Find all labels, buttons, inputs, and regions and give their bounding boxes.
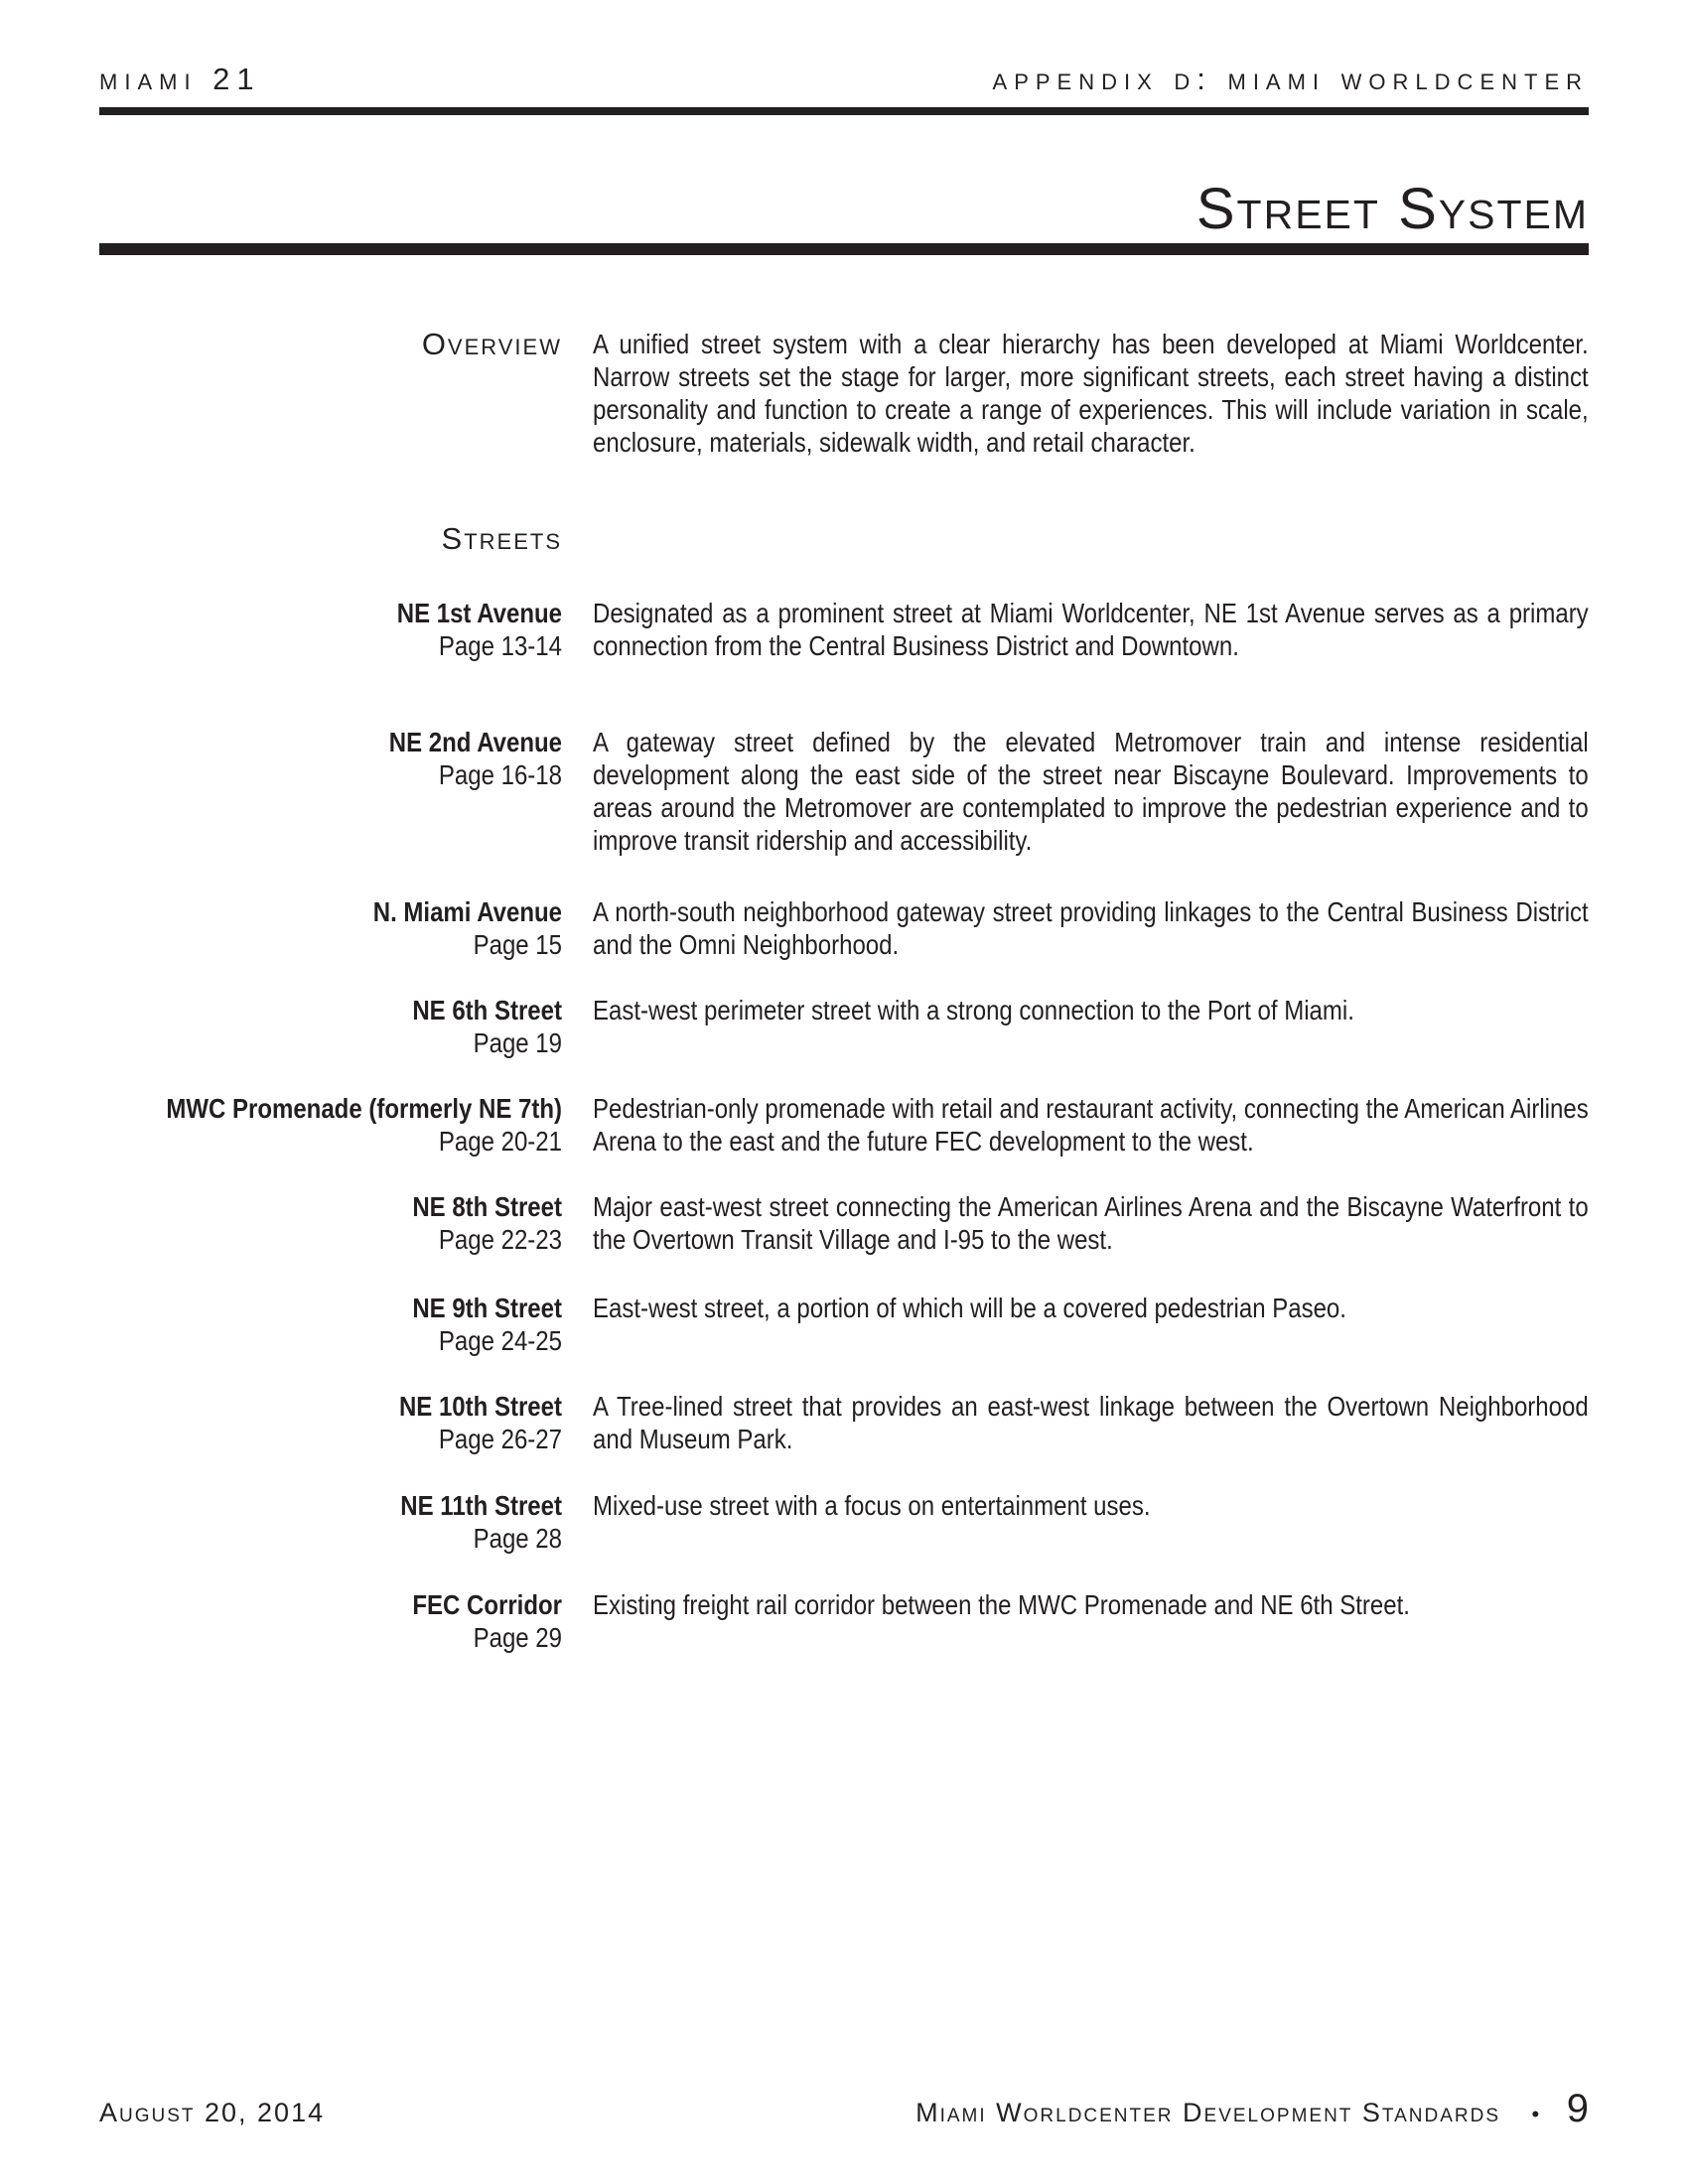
street-page-ref: Page 15 <box>473 929 562 960</box>
footer-document-title: Miami Worldcenter Development Standards <box>915 2098 1501 2127</box>
street-name: NE 10th Street <box>398 1391 562 1422</box>
street-description: A north-south neighborhood gateway street providing linkages to the Central Business District and the Omni Neighborhood. <box>593 896 1589 960</box>
street-description: Existing freight rail corridor between the MWC Promenade and NE 6th Street. <box>593 1589 1410 1620</box>
street-description: Designated as a prominent street at Miami Worldcenter, NE 1st Avenue serves as a primary connection from the Central Business District and Downtown. <box>593 598 1589 661</box>
street-page-ref: Page 22-23 <box>438 1224 562 1255</box>
street-description: A Tree-lined street that provides an east-west linkage between the Overtown Neighborhood and Museum Park. <box>593 1391 1589 1454</box>
street-name: NE 1st Avenue <box>396 598 562 628</box>
page-title: Street System <box>1196 177 1589 241</box>
street-name: FEC Corridor <box>412 1589 562 1620</box>
street-description: A gateway street defined by the elevated Metromover train and intense residential development along the east side of the street near Biscayne Boulevard. Improvements to areas around the Metromover are contemplated to improve the pedestrian experience and to improve transit ridership and accessibility. <box>593 727 1589 856</box>
street-description: Major east-west street connecting the American Airlines Arena and the Biscayne Waterfront to the Overtown Transit Village and I-95 to the west. <box>593 1191 1589 1255</box>
street-name: NE 6th Street <box>412 995 562 1025</box>
footer-date: August 20, 2014 <box>99 2098 326 2127</box>
street-name: N. Miami Avenue <box>372 896 562 927</box>
header-rule <box>99 107 1589 115</box>
street-page-ref: Page 26-27 <box>438 1424 562 1454</box>
street-page-ref: Page 24-25 <box>438 1325 562 1356</box>
street-page-ref: Page 13-14 <box>438 630 562 661</box>
header-logo: miami 21 <box>99 62 261 96</box>
footer-page-number: 9 <box>1566 2087 1589 2130</box>
street-page-ref: Page 28 <box>473 1523 562 1554</box>
header-appendix-title: appendix d: miami worldcenter <box>992 62 1589 96</box>
street-page-ref: Page 19 <box>473 1027 562 1058</box>
page-footer <box>99 2087 1589 2130</box>
street-description: East-west perimeter street with a strong connection to the Port of Miami. <box>593 995 1354 1025</box>
overview-text: A unified street system with a clear hierarchy has been developed at Miami Worldcenter. Narrow streets set the stage for larger, more significant streets, each street having a distinct personality and function to create a range of experiences. This will include variation in scale, enclosure, materials, sidewalk width, and retail character. <box>593 329 1589 458</box>
footer-document-info <box>915 2087 1589 2130</box>
street-page-ref: Page 29 <box>473 1622 562 1653</box>
bullet-separator-icon: • <box>1531 2102 1540 2126</box>
street-name: NE 11th Street <box>400 1490 562 1521</box>
street-name: NE 2nd Avenue <box>388 727 562 757</box>
street-description: East-west street, a portion of which will be a covered pedestrian Paseo. <box>593 1293 1346 1323</box>
street-page-ref: Page 16-18 <box>438 759 562 790</box>
street-name: MWC Promenade (formerly NE 7th) <box>166 1093 562 1124</box>
street-description: Mixed-use street with a focus on entertainment uses. <box>593 1490 1151 1521</box>
streets-heading: Streets <box>441 521 562 556</box>
street-name: NE 8th Street <box>412 1191 562 1222</box>
overview-label: Overview <box>421 327 562 361</box>
street-description: Pedestrian-only promenade with retail and restaurant activity, connecting the American Airlines Arena to the east and the future FEC development to the west. <box>593 1093 1589 1157</box>
street-page-ref: Page 20-21 <box>438 1126 562 1157</box>
title-rule <box>99 243 1589 255</box>
street-name: NE 9th Street <box>412 1293 562 1323</box>
